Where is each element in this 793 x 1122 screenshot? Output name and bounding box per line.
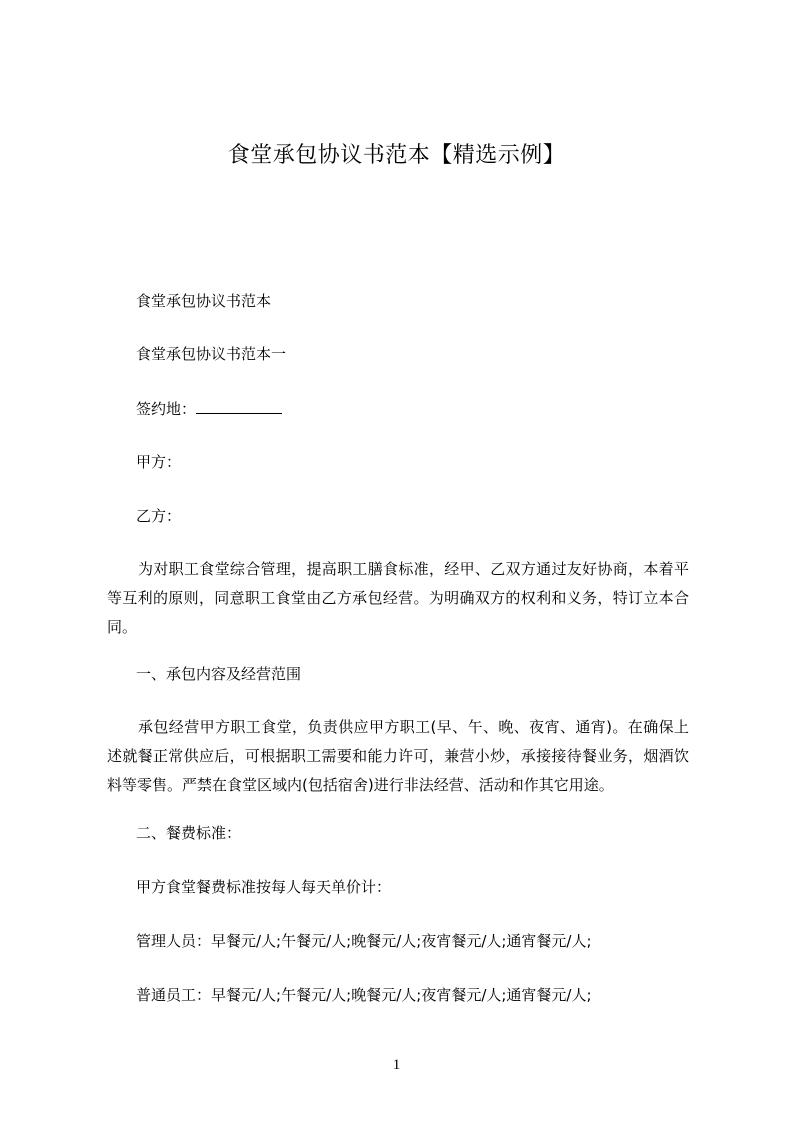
page-number: 1 [392,1057,401,1073]
meal-standard-intro: 甲方食堂餐费标准按每人每天单价计： [136,878,392,896]
signing-place-blank [196,399,282,414]
signing-place-label: 签约地： [136,400,197,418]
staff-meal-line: 普通员工：早餐元/人;午餐元/人;晚餐元/人;夜宵餐元/人;通宵餐元/人; [136,986,592,1004]
intro-paragraph: 为对职工食堂综合管理，提高职工膳食标准，经甲、乙双方通过友好协商，本着平等互利的原则，同意职工食堂由乙方承包经营。为明确双方的权利和义务，特订立本合同。 [107,560,689,636]
party-a-label: 甲方： [136,453,182,471]
clause1-heading: 一、承包内容及经营范围 [136,665,302,683]
clause1-paragraph: 承包经营甲方职工食堂，负责供应甲方职工(早、午、晚、夜宵、通宵)。在确保上述就餐正常供应后，可根据职工需要和能力许可，兼营小炒，承接接待餐业务，烟酒饮料等零售。严禁在食堂区域内(包括宿舍)进行非法经营、活动和作其它用途。 [107,718,689,794]
document-title: 食堂承包协议书范本【精选示例】 [227,143,566,168]
party-b-label: 乙方： [136,507,182,525]
signing-place-line [136,398,282,420]
document-subtitle: 食堂承包协议书范本 [136,292,272,310]
section-heading: 食堂承包协议书范本一 [136,345,287,363]
managers-meal-line: 管理人员：早餐元/人;午餐元/人;晚餐元/人;夜宵餐元/人;通宵餐元/人; [136,932,592,950]
clause2-heading: 二、餐费标准： [136,824,242,842]
